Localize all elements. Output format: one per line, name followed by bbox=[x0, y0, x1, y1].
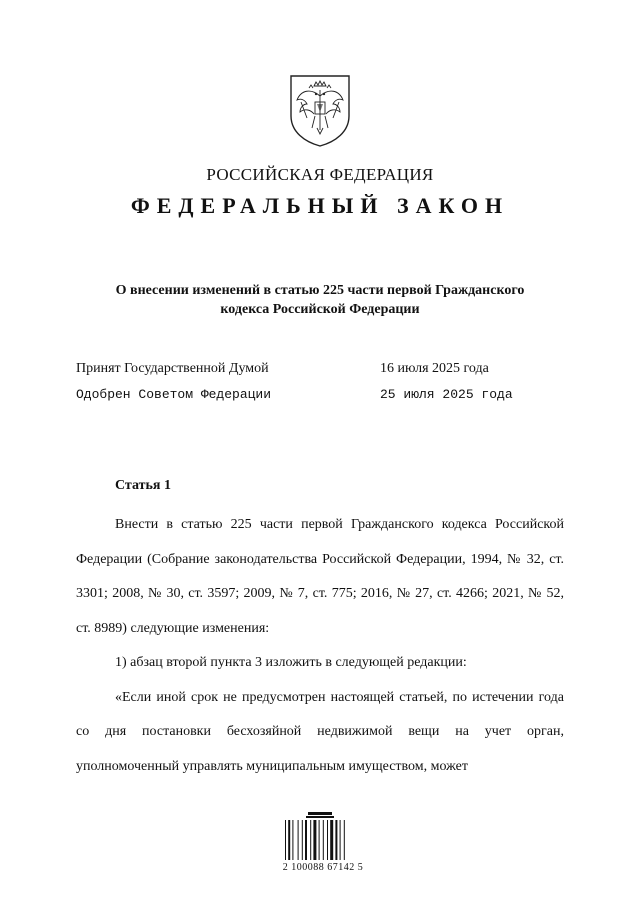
paragraph-amendment-intro: Внести в статью 225 части первой Гражданского кодекса Российской Федерации (Собрание законодательства Российской Федерации, 1994, № 32, ст. 3301; 2008, № 30, ст. 3597; 2009, № 7, ст. 775; 2016, № 27, ст. 4266; 2021, № 52, ст. 8989) следующие изменения: bbox=[76, 517, 564, 636]
law-title bbox=[80, 281, 560, 319]
country-name: РОССИЙСКАЯ ФЕДЕРАЦИЯ bbox=[206, 165, 434, 184]
adoption-label: Одобрен Советом Федерации bbox=[76, 387, 272, 402]
adoption-date: 25 июля 2025 года bbox=[380, 387, 513, 402]
law-title-line-2: кодекса Российской Федерации bbox=[220, 302, 420, 317]
document-type: ФЕДЕРАЛЬНЫЙ ЗАКОН bbox=[130, 193, 510, 218]
barcode bbox=[284, 812, 356, 860]
article-body bbox=[76, 508, 564, 784]
state-emblem bbox=[287, 72, 353, 148]
adoption-date: 16 июля 2025 года bbox=[380, 361, 489, 376]
paragraph-quoted-text: «Если иной срок не предусмотрен настоящей статьей, по истечении года со дня постановки бесхозяйной недвижимой вещи на учет орган, уполномоченный управлять муниципальным имуществом, может bbox=[76, 689, 564, 774]
paragraph-item-1: 1) абзац второй пункта 3 изложить в следующей редакции: bbox=[115, 655, 467, 670]
law-title-line-1: О внесении изменений в статью 225 части первой Гражданского bbox=[115, 283, 525, 298]
article-heading: Статья 1 bbox=[115, 478, 171, 493]
barcode-number: 2 100088 67142 5 bbox=[282, 862, 364, 873]
adoption-label: Принят Государственной Думой bbox=[76, 361, 269, 376]
